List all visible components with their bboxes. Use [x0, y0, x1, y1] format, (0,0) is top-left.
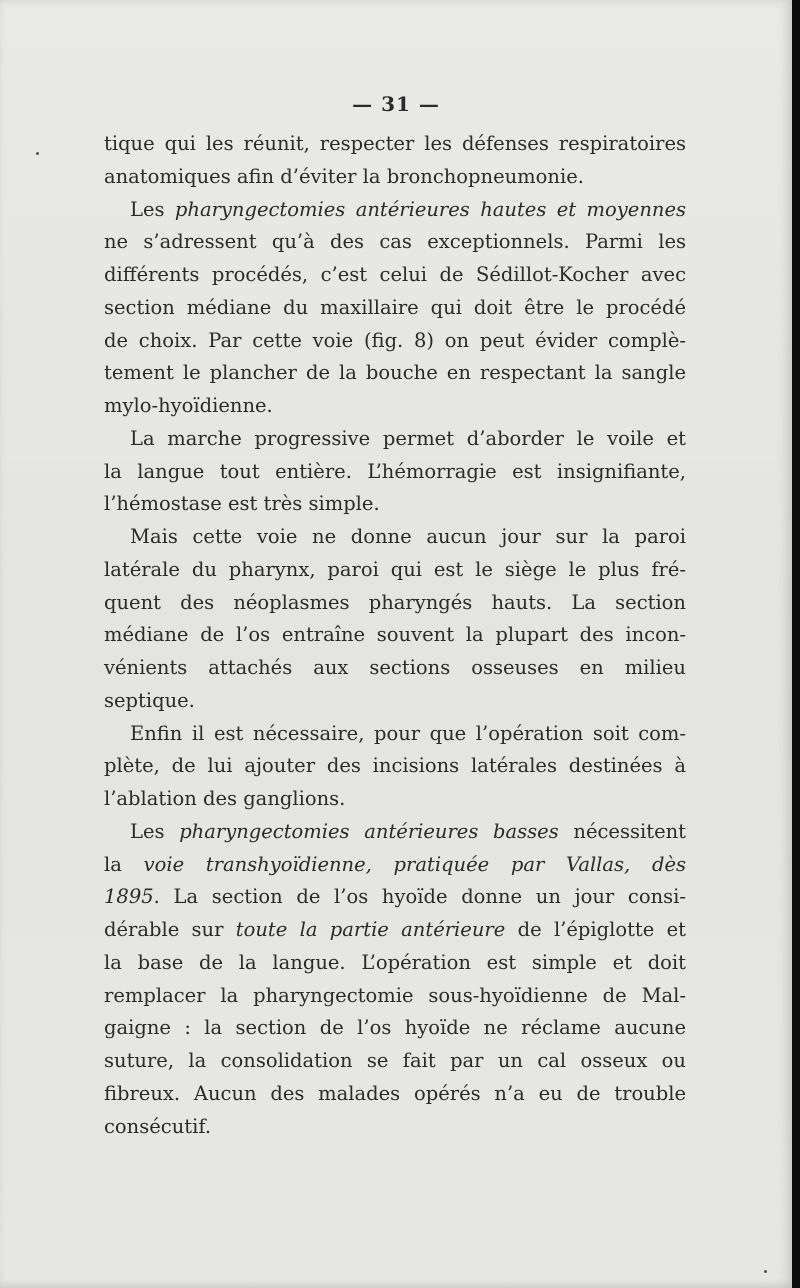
- text-line: [104, 652, 686, 685]
- text-span: anatomiques afin d’éviter la bronchopneumonie.: [104, 164, 584, 188]
- text-line: [104, 423, 686, 456]
- text-line: [104, 947, 686, 980]
- italic-span: pharyngectomies antérieures basses: [179, 819, 559, 843]
- text-span: suture, la consolidation se fait par un cal osseux ou: [104, 1049, 686, 1072]
- text-span: l’hémostase est très simple.: [104, 492, 380, 516]
- text-span: Les: [130, 197, 175, 221]
- text-line: [104, 718, 686, 751]
- text-line: [104, 587, 686, 620]
- text-span: tement le plancher de la bouche en respectant la sangle: [104, 361, 686, 385]
- text-span: septique.: [104, 688, 195, 712]
- text-line: [104, 161, 686, 194]
- text-span: plète, de lui ajouter des incisions latérales destinées à: [104, 754, 686, 778]
- text-span: remplacer la pharyngectomie sous-hyoïdienne de Mal-: [104, 983, 686, 1007]
- text-span: section médiane du maxillaire qui doit être le procédé: [104, 295, 686, 319]
- page-number: — 31 —: [352, 92, 440, 116]
- text-line: [104, 914, 686, 947]
- scan-edge: [792, 0, 800, 1288]
- text-line: [104, 849, 686, 882]
- page-text: [104, 88, 686, 1143]
- body-text: [104, 128, 686, 1143]
- text-line: [104, 521, 686, 554]
- italic-span: voie transhyoïdienne, pratiquée par Vallas, dès: [143, 852, 686, 876]
- text-span: fibreux. Aucun des malades opérés n’a eu de trouble: [104, 1081, 686, 1105]
- italic-span: 1895: [104, 885, 154, 909]
- text-line: [104, 390, 686, 423]
- text-line: [104, 619, 686, 652]
- text-line: [104, 750, 686, 783]
- text-line: [104, 325, 686, 358]
- text-span: gaigne : la section de l’os hyoïde ne réclame aucune: [104, 1016, 686, 1040]
- text-span: ne s’adressent qu’à des cas exceptionnels. Parmi les: [104, 230, 686, 254]
- text-line: [104, 488, 686, 521]
- text-span: La marche progressive permet d’aborder le voile et: [130, 426, 686, 450]
- text-span: l’ablation des ganglions.: [104, 787, 346, 810]
- text-line: [104, 554, 686, 587]
- text-span: de l’épiglotte et: [505, 918, 687, 941]
- text-span: latérale du pharynx, paroi qui est le siège le plus fré-: [104, 557, 686, 581]
- text-line: [104, 1045, 686, 1078]
- text-span: Mais cette voie ne donne aucun jour sur la paroi: [130, 525, 686, 548]
- text-line: [104, 980, 686, 1013]
- text-line: [104, 194, 686, 227]
- text-line: [104, 685, 686, 718]
- text-span: Les: [130, 819, 180, 843]
- text-line: [104, 128, 686, 161]
- text-span: . La section de l’os hyoïde donne un jour consi-: [153, 885, 686, 909]
- text-line: [104, 783, 686, 816]
- text-span: différents procédés, c’est celui de Sédillot-Kocher avec: [104, 263, 686, 286]
- text-line: [104, 357, 686, 390]
- text-line: [104, 881, 686, 914]
- text-line: [104, 1111, 686, 1144]
- text-span: mylo-hyoïdienne.: [104, 394, 273, 417]
- text-span: médiane de l’os entraîne souvent la plupart des incon-: [104, 623, 686, 647]
- italic-span: pharyngectomies antérieures hautes et moyennes: [174, 197, 686, 221]
- text-span: Enfin il est nécessaire, pour que l’opération soit com-: [130, 721, 686, 745]
- text-span: dérable sur: [104, 918, 236, 941]
- text-span: vénients attachés aux sections osseuses en milieu: [104, 656, 686, 679]
- margin-speck: [764, 1270, 767, 1273]
- text-line: [104, 226, 686, 259]
- margin-speck: [36, 152, 39, 155]
- text-line: [104, 456, 686, 489]
- text-span: quent des néoplasmes pharyngés hauts. La section: [104, 590, 686, 614]
- italic-span: toute la partie antérieure: [235, 918, 506, 941]
- text-span: de choix. Par cette voie (fig. 8) on peut évider complè-: [104, 328, 686, 352]
- text-line: [104, 1012, 686, 1045]
- text-span: tique qui les réunit, respecter les défenses respiratoires: [104, 132, 686, 155]
- text-span: consécutif.: [104, 1114, 212, 1138]
- text-span: la base de la langue. L’opération est simple et doit: [104, 950, 686, 974]
- text-span: nécessitent: [558, 819, 686, 843]
- text-line: [104, 1078, 686, 1111]
- text-span: la langue tout entière. L’hémorragie est insignifiante,: [104, 459, 686, 483]
- text-span: la: [104, 852, 144, 876]
- text-line: [104, 816, 686, 849]
- text-line: [104, 259, 686, 292]
- text-line: [104, 292, 686, 325]
